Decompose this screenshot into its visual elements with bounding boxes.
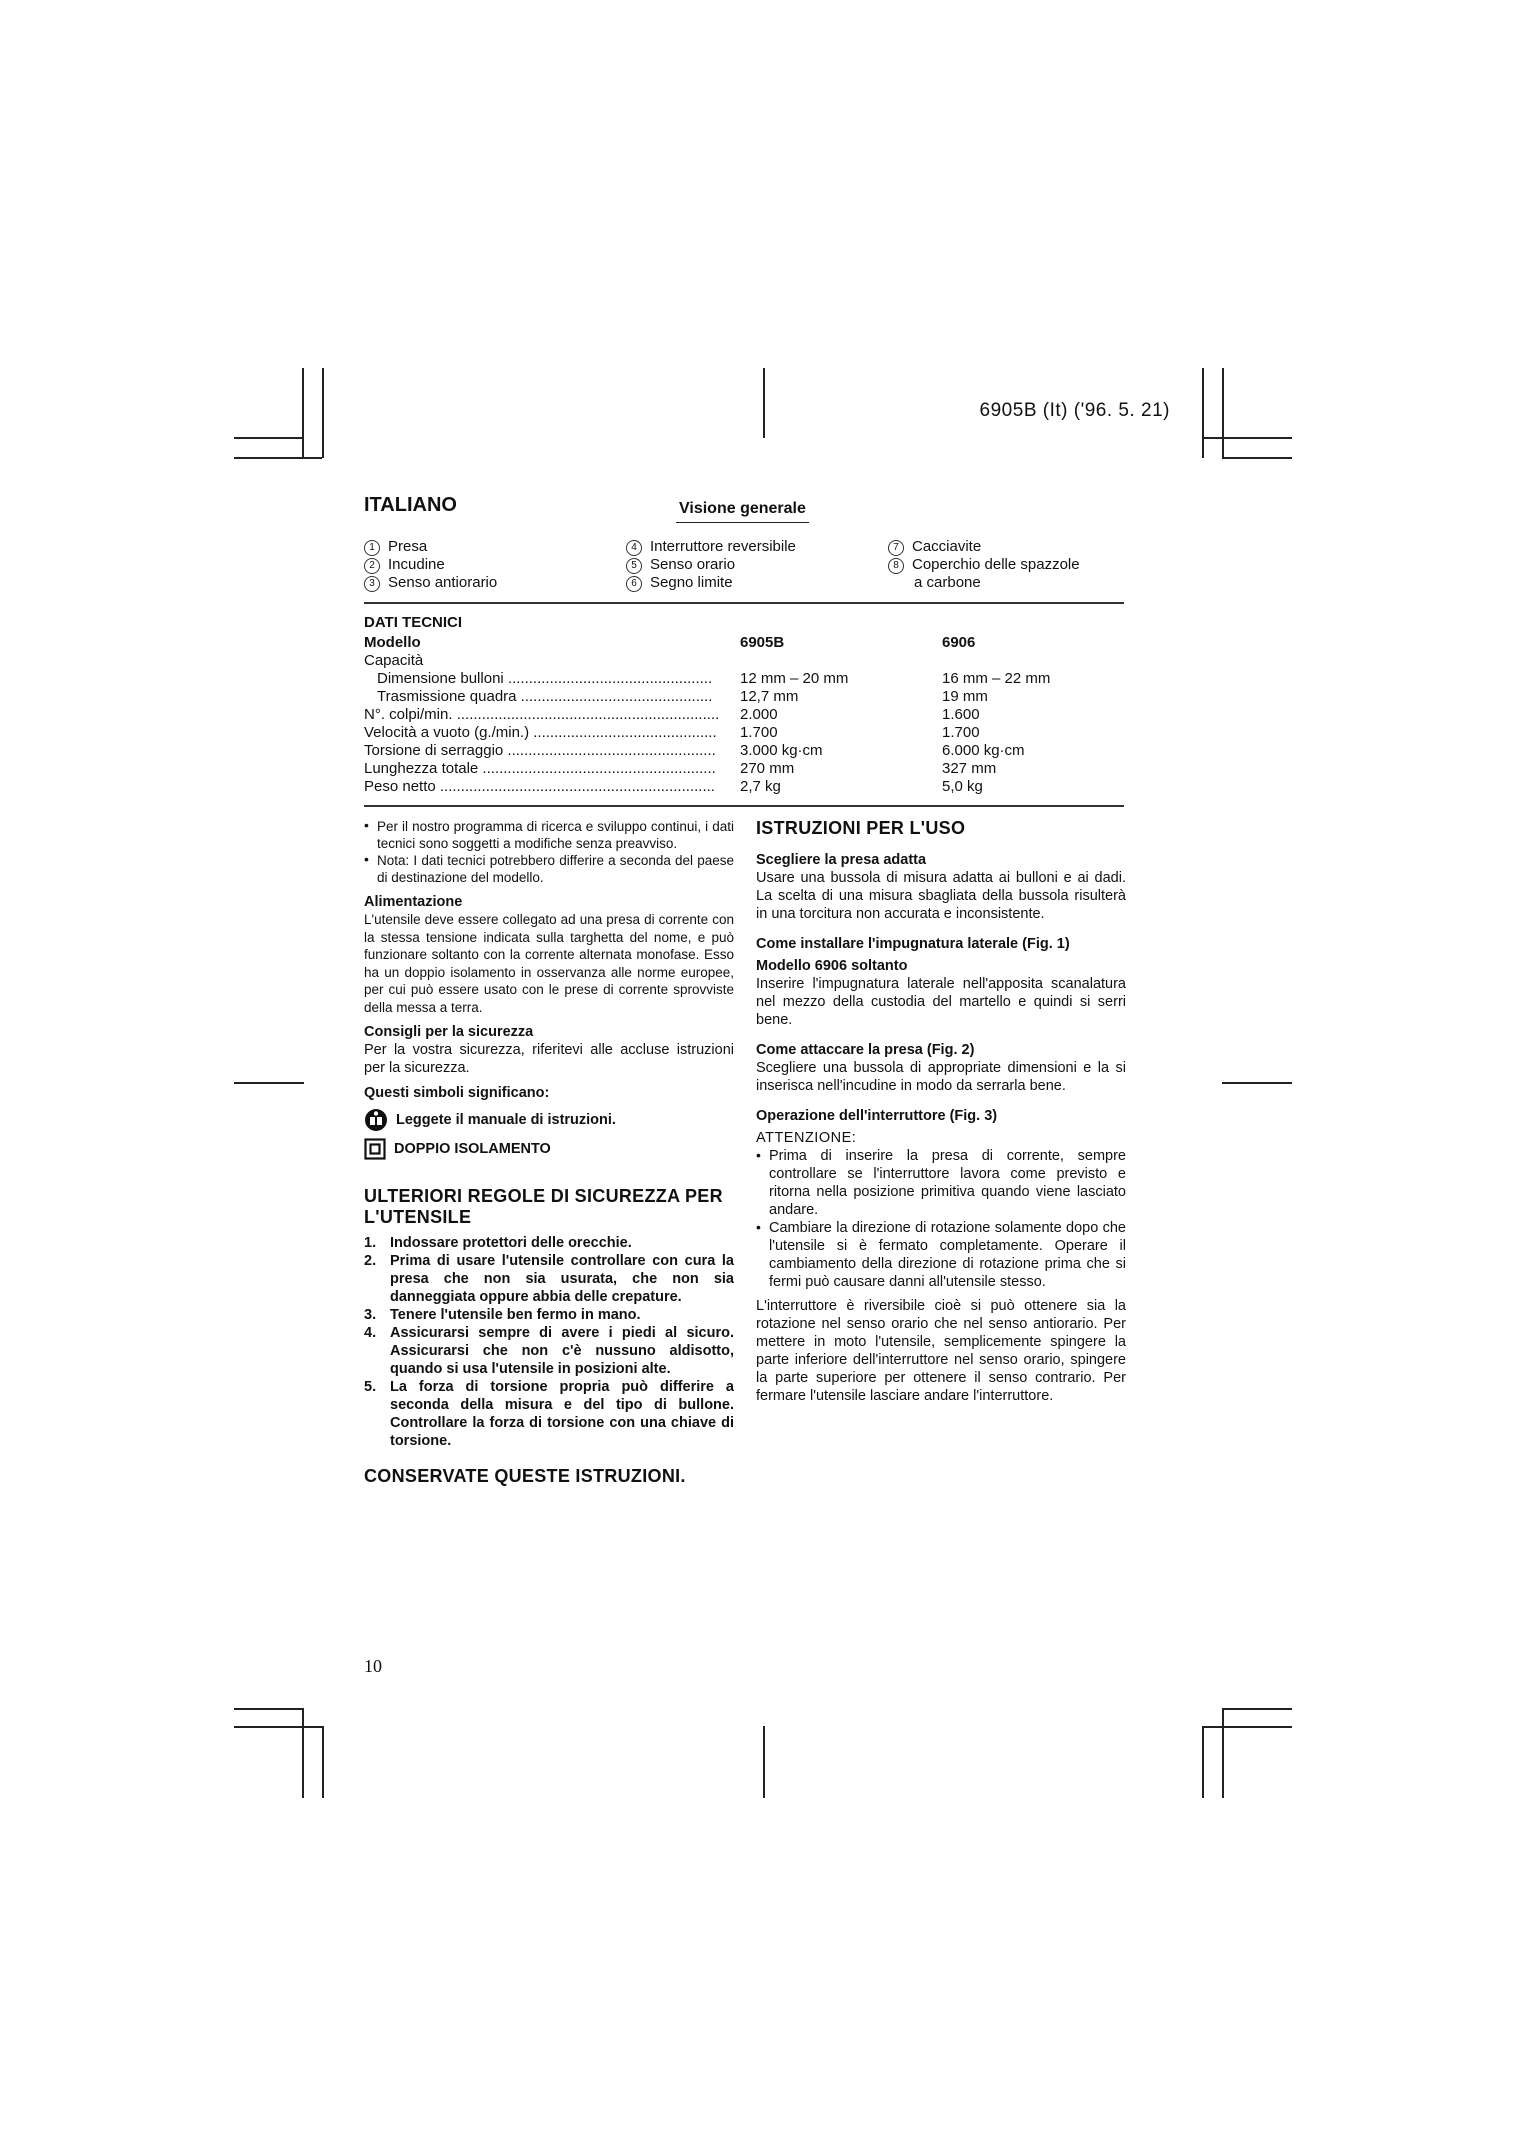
part-item: 8 Coperchio delle spazzole <box>888 556 1080 574</box>
specs-title: DATI TECNICI <box>364 614 463 631</box>
crop-mark <box>1222 457 1292 459</box>
overview-title: Visione generale <box>676 500 809 523</box>
part-item: 3 Senso antiorario <box>364 574 497 592</box>
crop-mark <box>234 1082 304 1084</box>
parts-column <box>888 538 1080 592</box>
crop-mark <box>1222 368 1224 458</box>
crop-mark <box>234 457 322 459</box>
specs-row: Trasmissione quadra .............................................. 12,7 mm 19 mm <box>377 688 988 705</box>
crop-mark <box>234 1708 304 1710</box>
usage-title: ISTRUZIONI PER L'USO <box>756 818 966 838</box>
divider <box>364 602 1124 604</box>
spec-note: • Per il nostro programma di ricerca e sviluppo continui, i dati tecnici sono soggetti a modifiche senza preavviso. <box>364 818 734 852</box>
parts-column <box>626 538 796 592</box>
section-subtitle: Modello 6906 soltanto <box>756 958 908 974</box>
crop-mark <box>234 1726 322 1728</box>
crop-mark <box>1222 1708 1292 1710</box>
specs-table <box>364 614 1124 796</box>
caution-item: • Prima di inserire la presa di corrente, sempre controllare se l'interruttore lavora come previsto e ritorna nella posizione primitiva quando viene lasciato andare. <box>756 1147 1126 1219</box>
crop-mark <box>763 368 765 438</box>
crop-mark <box>302 1708 304 1798</box>
specs-row: Velocità a vuoto (g./min.) ............................................ 1.700 1.700 <box>364 724 980 741</box>
left-column <box>364 818 734 1487</box>
caution-item: • Cambiare la direzione di rotazione solamente dopo che l'utensile si è fermato completamente. Operare il cambiamento della direzione di rotazione prima che si fermi può causare danni all'utensile stesso. <box>756 1219 1126 1291</box>
list-item: 4. Assicurarsi sempre di avere i piedi al sicuro. Assicurarsi che non c'è nussuno aldisotto, quando si usa l'utensile in posizioni alte. <box>364 1325 734 1377</box>
specs-header-row: Modello 6905B 6906 <box>364 634 976 651</box>
keep-instructions: CONSERVATE QUESTE ISTRUZIONI. <box>364 1466 686 1486</box>
part-item: 6 Segno limite <box>626 574 796 592</box>
crop-mark <box>322 1726 324 1798</box>
part-number: 8 <box>888 558 904 574</box>
section-text: Usare una bussola di misura adatta ai bulloni e ai dadi. La scelta di una misura sbagliata della bussola risulterà in una torcitura non accurata e inconsistente. <box>756 870 1126 922</box>
section-text: Inserire l'impugnatura laterale nell'apposita scanalatura nel mezzo della custodia del martello e quindi si serri bene. <box>756 976 1126 1028</box>
document-code: 6905B (It) ('96. 5. 21) <box>979 400 1170 421</box>
page-number: 10 <box>364 1656 382 1676</box>
section-title: Scegliere la presa adatta <box>756 852 927 868</box>
power-title: Alimentazione <box>364 894 463 910</box>
part-number: 4 <box>626 540 642 556</box>
symbol-manual: Leggete il manuale di istruzioni. <box>364 1108 734 1132</box>
part-item: 5 Senso orario <box>626 556 796 574</box>
crop-mark <box>763 1726 765 1798</box>
spec-note: • Nota: I dati tecnici potrebbero differire a seconda del paese di destinazione del modello. <box>364 852 734 886</box>
rules-list <box>364 1234 734 1450</box>
right-column <box>756 818 1126 1405</box>
crop-mark <box>234 437 302 439</box>
specs-row: Dimensione bulloni ................................................. 12 mm – 20 mm 16 mm – 22 mm <box>377 670 1051 687</box>
divider <box>364 805 1124 807</box>
part-item-continuation: a carbone <box>914 574 981 591</box>
symbol-double-insulation: DOPPIO ISOLAMENTO <box>364 1138 734 1160</box>
language-title: ITALIANO <box>364 494 457 516</box>
part-item: 7 Cacciavite <box>888 538 1080 556</box>
part-number: 1 <box>364 540 380 556</box>
specs-row: N°. colpi/min. ............................................................... 2.000 1.600 <box>364 706 980 723</box>
caution-label: ATTENZIONE: <box>756 1130 857 1146</box>
crop-mark <box>1222 1082 1292 1084</box>
power-text: L'utensile deve essere collegato ad una presa di corrente con la stessa tensione indicata sulla targhetta del nome, e può funzionare soltanto con la corrente alternata monofase. Esso ha un doppio isolamento in osservanza alle norme europee, per cui può essere usato con le prese di corrente sprovviste della messa a terra. <box>364 912 734 1015</box>
list-item: 5. La forza di torsione propria può differire a seconda della misura e del tipo di bullone. Controllare la forza di torsione con una chiave di torsione. <box>364 1379 734 1449</box>
crop-mark <box>1202 1726 1292 1728</box>
part-number: 6 <box>626 576 642 592</box>
section-text: Scegliere una bussola di appropriate dimensioni e la si inserisca nell'incudine in modo da serrarla bene. <box>756 1060 1126 1094</box>
part-number: 7 <box>888 540 904 556</box>
part-number: 2 <box>364 558 380 574</box>
specs-row: Peso netto .................................................................. 2,7 kg 5,0 kg <box>364 778 983 795</box>
part-number: 3 <box>364 576 380 592</box>
symbols-title: Questi simboli significano: <box>364 1085 550 1101</box>
parts-column <box>364 538 497 592</box>
part-item: 4 Interruttore reversibile <box>626 538 796 556</box>
crop-mark <box>1202 437 1292 439</box>
part-item: 1 Presa <box>364 538 497 556</box>
list-item: 3. Tenere l'utensile ben fermo in mano. <box>364 1307 641 1323</box>
crop-mark <box>302 368 304 458</box>
specs-row: Torsione di serraggio .................................................. 3.000 kg·cm 6.000 kg·cm <box>364 742 1025 759</box>
part-number: 5 <box>626 558 642 574</box>
part-item: 2 Incudine <box>364 556 497 574</box>
double-insulation-icon <box>364 1138 386 1160</box>
section-title: Come installare l'impugnatura laterale (Fig. 1) <box>756 936 1070 952</box>
crop-mark <box>1222 1708 1224 1798</box>
read-manual-icon <box>364 1108 388 1132</box>
crop-mark <box>1202 368 1204 458</box>
list-item: 2. Prima di usare l'utensile controllare con cura la presa che non sia usurata, che non sia danneggiata oppure abbia delle crepature. <box>364 1253 734 1305</box>
crop-mark <box>1202 1726 1204 1798</box>
specs-row: Lunghezza totale ........................................................ 270 mm 327 mm <box>364 760 997 777</box>
section-text: L'interruttore è riversibile cioè si può ottenere sia la rotazione nel senso orario che nel senso antiorario. Per mettere in moto l'utensile, semplicemente spingere la parte inferiore dell'interruttore nel senso orario, spingere la parte superiore per ottenere il senso contrario. Per fermare l'utensile lasciare andare l'interruttore. <box>756 1298 1126 1404</box>
section-title: Operazione dell'interruttore (Fig. 3) <box>756 1108 998 1124</box>
crop-mark <box>322 368 324 458</box>
rules-title: ULTERIORI REGOLE DI SICUREZZA PER L'UTENSILE <box>364 1186 723 1227</box>
specs-row: Capacità <box>364 652 424 669</box>
safety-text: Per la vostra sicurezza, riferitevi alle accluse istruzioni per la sicurezza. <box>364 1042 734 1076</box>
safety-title: Consigli per la sicurezza <box>364 1024 534 1040</box>
section-title: Come attaccare la presa (Fig. 2) <box>756 1042 975 1058</box>
parts-legend <box>364 538 1124 598</box>
list-item: 1. Indossare protettori delle orecchie. <box>364 1235 632 1251</box>
